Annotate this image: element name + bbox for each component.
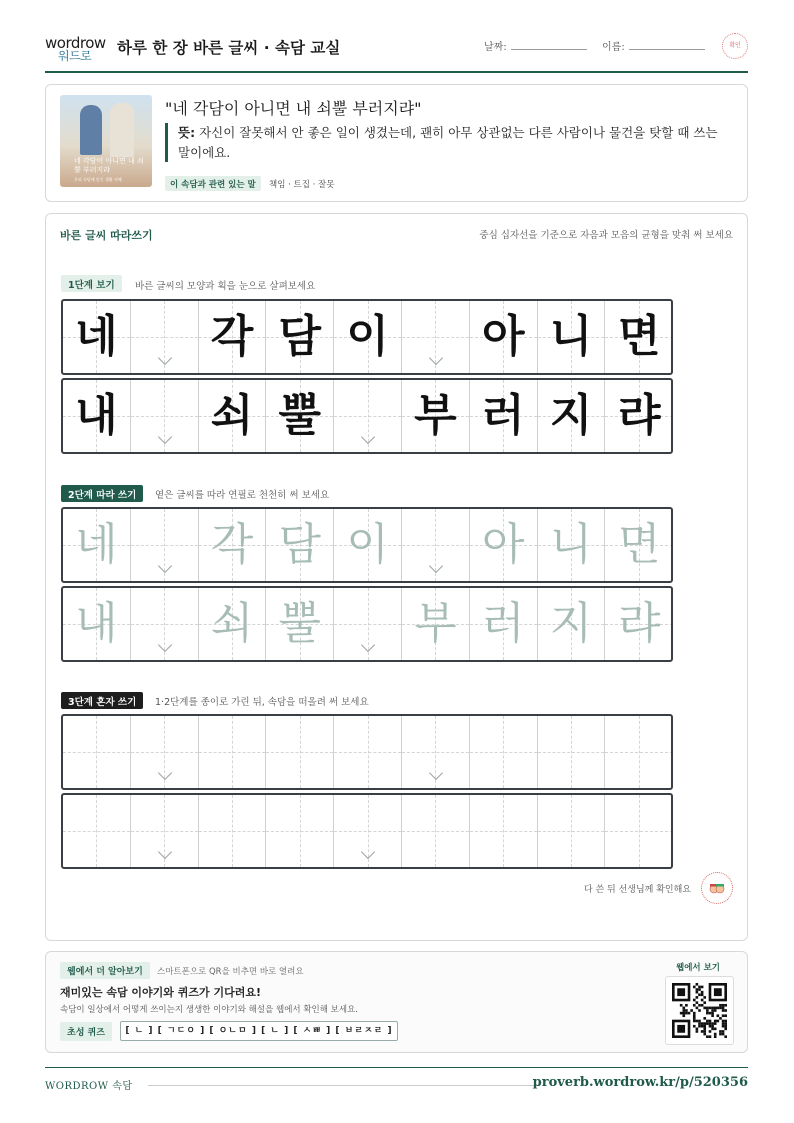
grid-cell[interactable] bbox=[470, 795, 538, 867]
grid-cell bbox=[605, 301, 673, 373]
grid-cell[interactable] bbox=[199, 795, 267, 867]
web-more-tag: 웹에서 더 알아보기 bbox=[60, 962, 150, 979]
grid-cell[interactable] bbox=[199, 509, 267, 581]
space-mark-icon bbox=[158, 766, 172, 780]
grid-cell bbox=[199, 380, 267, 452]
grid-cell bbox=[131, 301, 199, 373]
grid-cell bbox=[199, 301, 267, 373]
grid-glyph: 부 bbox=[414, 598, 457, 649]
grid-cell bbox=[402, 301, 470, 373]
section-title: 바른 글씨 따라쓰기 bbox=[60, 229, 153, 242]
space-mark-icon bbox=[158, 638, 172, 652]
teacher-stamp-icon bbox=[701, 872, 733, 904]
grid-cell[interactable] bbox=[266, 795, 334, 867]
space-mark-icon bbox=[429, 559, 443, 573]
space-mark-icon bbox=[158, 430, 172, 444]
grid-cell[interactable] bbox=[538, 588, 606, 660]
qr-code-icon[interactable] bbox=[665, 976, 734, 1045]
quiz-label: 초성 퀴즈 bbox=[60, 1022, 112, 1041]
related-label: 이 속담과 관련 있는 말 bbox=[165, 176, 261, 191]
check-stamp-icon: 확인 bbox=[722, 33, 748, 59]
grid-cell[interactable] bbox=[402, 588, 470, 660]
space-mark-icon bbox=[158, 351, 172, 365]
grid-cell[interactable] bbox=[199, 716, 267, 788]
grid-glyph: 네 bbox=[75, 519, 118, 570]
step2-badge: 2단계 따라 쓰기 bbox=[61, 485, 143, 502]
grid-cell[interactable] bbox=[402, 509, 470, 581]
grid-glyph: 이 bbox=[346, 519, 389, 570]
grid-glyph: 담 bbox=[278, 519, 322, 570]
wordrow-logo: wordrow 워드로 bbox=[45, 34, 106, 63]
grid-cell[interactable] bbox=[334, 795, 402, 867]
web-more-sub: 스마트폰으로 QR을 비추면 바로 열려요 bbox=[157, 967, 304, 977]
name-field[interactable]: 이름: bbox=[602, 38, 705, 53]
footer-brand: WORDROW 속담 bbox=[45, 1081, 133, 1092]
grid-cell[interactable] bbox=[538, 509, 606, 581]
grid-cell bbox=[470, 301, 538, 373]
space-mark-icon bbox=[361, 430, 375, 444]
step2-desc: 옅은 글씨를 따라 연필로 천천히 써 보세요 bbox=[155, 490, 330, 501]
grid-glyph: 아 bbox=[481, 519, 525, 570]
grid-glyph: 각 bbox=[210, 311, 254, 362]
space-mark-icon bbox=[158, 559, 172, 573]
grid-cell[interactable] bbox=[334, 509, 402, 581]
space-mark-icon bbox=[361, 845, 375, 859]
grid-cell[interactable] bbox=[605, 509, 673, 581]
grid-cell[interactable] bbox=[266, 716, 334, 788]
grid-cell[interactable] bbox=[131, 509, 199, 581]
page-header bbox=[45, 30, 748, 73]
grid-cell[interactable] bbox=[538, 716, 606, 788]
web-more-card bbox=[45, 951, 748, 1053]
proverb-meaning: 뜻: 자신이 잘못해서 안 좋은 일이 생겼는데, 괜히 아무 상관없는 다른 사람이나 물건을 탓할 때 쓰는 말이에요. bbox=[165, 123, 725, 162]
grid-cell bbox=[63, 380, 131, 452]
grid-cell[interactable] bbox=[266, 509, 334, 581]
grid-cell bbox=[334, 301, 402, 373]
grid-cell[interactable] bbox=[605, 795, 673, 867]
grid-row[interactable] bbox=[61, 714, 673, 790]
grid-glyph: 네 bbox=[75, 311, 118, 362]
grid-glyph: 지 bbox=[549, 598, 593, 649]
grid-cell[interactable] bbox=[538, 795, 606, 867]
grid-glyph: 지 bbox=[549, 390, 593, 441]
grid-cell bbox=[470, 380, 538, 452]
grid-row bbox=[61, 299, 673, 375]
page-footer bbox=[45, 1067, 748, 1097]
grid-cell bbox=[131, 380, 199, 452]
grid-cell[interactable] bbox=[470, 588, 538, 660]
grid-glyph: 러 bbox=[481, 390, 525, 441]
grid-glyph: 쇠 bbox=[210, 390, 254, 441]
grid-glyph: 각 bbox=[210, 519, 254, 570]
footer-url[interactable]: proverb.wordrow.kr/p/520356 bbox=[532, 1075, 748, 1090]
grid-glyph: 이 bbox=[346, 311, 389, 362]
grid-glyph: 뿔 bbox=[278, 598, 322, 649]
grid-cell[interactable] bbox=[63, 509, 131, 581]
qr-label: 웹에서 보기 bbox=[675, 963, 720, 973]
grid-glyph: 담 bbox=[278, 311, 322, 362]
grid-cell[interactable] bbox=[470, 509, 538, 581]
proverb-title: "네 각담이 아니면 내 쇠뿔 부러지랴" bbox=[165, 99, 422, 118]
grid-glyph: 아 bbox=[481, 311, 525, 362]
grid-cell[interactable] bbox=[131, 588, 199, 660]
grid-glyph: 쇠 bbox=[210, 598, 254, 649]
grid-row[interactable] bbox=[61, 586, 673, 662]
teacher-check-text: 다 쓴 뒤 선생님께 확인해요 bbox=[583, 885, 691, 895]
grid-cell[interactable] bbox=[334, 588, 402, 660]
grid-cell[interactable] bbox=[605, 716, 673, 788]
step3-badge: 3단계 혼자 쓰기 bbox=[61, 692, 143, 709]
grid-cell bbox=[402, 380, 470, 452]
grid-cell[interactable] bbox=[402, 716, 470, 788]
space-mark-icon bbox=[361, 638, 375, 652]
proverb-illustration: 네 각담이 아니면 내 쇠뿔 부러지랴 우리 속담에 담긴 생활 지혜 bbox=[60, 95, 152, 187]
grid-cell[interactable] bbox=[131, 716, 199, 788]
grid-cell bbox=[538, 301, 606, 373]
grid-row bbox=[61, 378, 673, 454]
grid-glyph: 니 bbox=[549, 519, 593, 570]
grid-row[interactable] bbox=[61, 793, 673, 869]
step1-badge: 1단계 보기 bbox=[61, 275, 122, 292]
grid-cell[interactable] bbox=[605, 588, 673, 660]
grid-cell bbox=[538, 380, 606, 452]
grid-glyph: 랴 bbox=[618, 598, 661, 649]
practice-section bbox=[45, 213, 748, 941]
grid-cell[interactable] bbox=[63, 795, 131, 867]
step1-desc: 바른 글씨의 모양과 획을 눈으로 살펴보세요 bbox=[135, 281, 316, 292]
chosung-quiz: [ ㄴ ] [ ㄱㄷㅇ ] [ ㅇㄴㅁ ] [ ㄴ ] [ ㅅㅃ ] [ ㅂㄹㅈㄹ ] bbox=[120, 1021, 398, 1041]
grid-cell[interactable] bbox=[470, 716, 538, 788]
related-words: 책임 · 트집 · 잘못 bbox=[269, 180, 335, 190]
grid-glyph: 내 bbox=[75, 598, 118, 649]
grid-cell bbox=[605, 380, 673, 452]
grid-glyph: 면 bbox=[618, 311, 661, 362]
grid-cell[interactable] bbox=[199, 588, 267, 660]
section-hint: 중심 십자선을 기준으로 자음과 모음의 균형을 맞춰 써 보세요 bbox=[479, 230, 733, 241]
grid-cell[interactable] bbox=[131, 795, 199, 867]
grid-cell[interactable] bbox=[402, 795, 470, 867]
step3-desc: 1·2단계를 종이로 가린 뒤, 속담을 떠올려 써 보세요 bbox=[155, 697, 369, 708]
grid-cell bbox=[63, 301, 131, 373]
grid-cell[interactable] bbox=[63, 588, 131, 660]
grid-cell[interactable] bbox=[266, 588, 334, 660]
space-mark-icon bbox=[158, 845, 172, 859]
proverb-card bbox=[45, 84, 748, 202]
web-more-headline: 재미있는 속담 이야기와 퀴즈가 기다려요! bbox=[60, 986, 261, 999]
grid-cell[interactable] bbox=[63, 716, 131, 788]
grid-cell bbox=[334, 380, 402, 452]
grid-cell bbox=[266, 301, 334, 373]
page-title: 하루 한 장 바른 글씨 · 속담 교실 bbox=[117, 39, 341, 57]
grid-cell[interactable] bbox=[334, 716, 402, 788]
grid-row[interactable] bbox=[61, 507, 673, 583]
grid-glyph: 니 bbox=[549, 311, 593, 362]
space-mark-icon bbox=[429, 766, 443, 780]
grid-glyph: 면 bbox=[618, 519, 661, 570]
space-mark-icon bbox=[429, 351, 443, 365]
grid-glyph: 부 bbox=[414, 390, 457, 441]
grid-glyph: 뿔 bbox=[278, 390, 322, 441]
grid-glyph: 내 bbox=[75, 390, 118, 441]
grid-cell bbox=[266, 380, 334, 452]
web-more-desc: 속담이 일상에서 어떻게 쓰이는지 생생한 이야기와 해설을 웹에서 확인해 보세요. bbox=[60, 1005, 358, 1015]
grid-glyph: 러 bbox=[481, 598, 525, 649]
date-field[interactable]: 날짜: bbox=[484, 38, 587, 53]
grid-glyph: 랴 bbox=[618, 390, 661, 441]
